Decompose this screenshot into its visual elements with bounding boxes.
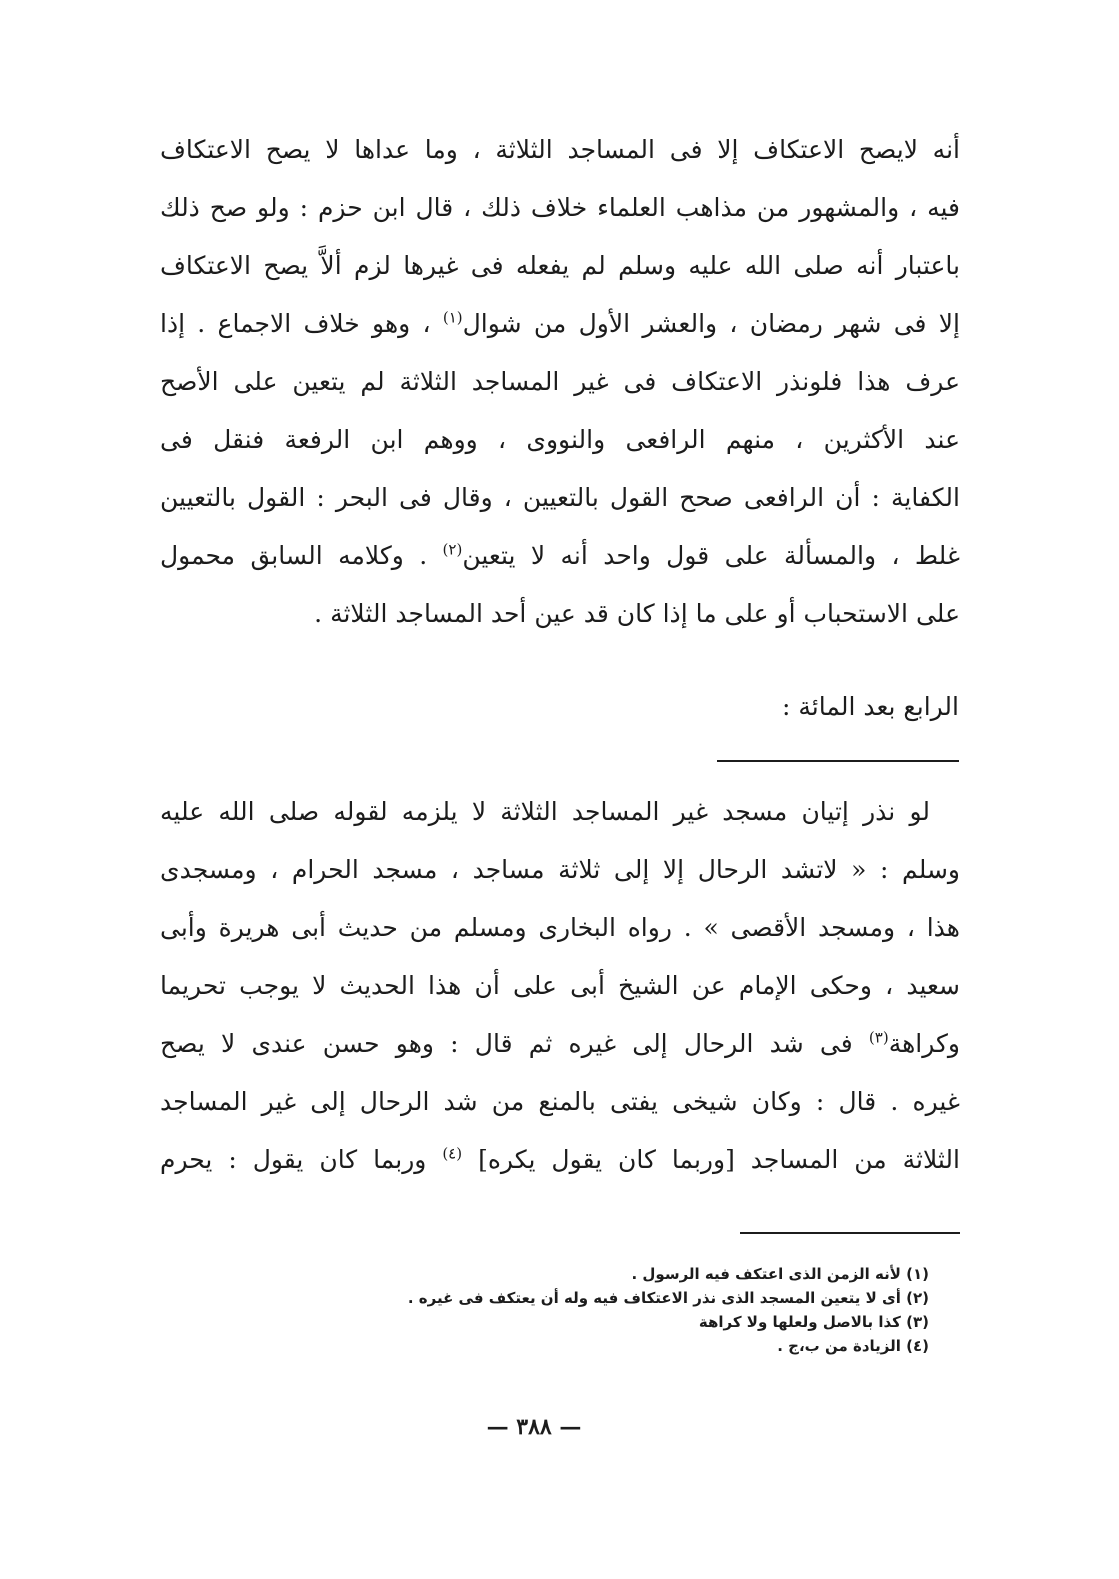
text-line <box>160 1143 960 1177</box>
footnotes <box>169 1262 929 1358</box>
text-line <box>160 1027 960 1061</box>
text-segment: وربما كان يقول : يحرم <box>160 1145 427 1174</box>
footnote-marker-2: (٢) <box>442 540 463 559</box>
text-segment: غلط ، والمسألة على قول واحد أنه لا يتعين <box>462 541 960 570</box>
footnote-1: (١) لأنه الزمن الذى اعتكف فيه الرسول . <box>631 1265 929 1283</box>
text-segment: وكراهة <box>888 1029 960 1058</box>
page-number: — ٣٨٨ — <box>486 1414 582 1440</box>
footnote-marker-3: (٣) <box>868 1028 889 1047</box>
paragraph-1 <box>160 133 960 673</box>
text-line: أنه لايصح الاعتكاف إلا فى المساجد الثلاثة ، وما عداها لا يصح الاعتكاف <box>160 135 960 164</box>
text-line: عرف هذا فلونذر الاعتكاف فى غير المساجد الثلاثة لم يتعين على الأصح <box>160 367 960 396</box>
heading-text: الرابع بعد المائة : <box>782 692 959 721</box>
text-line: غيره . قال : وكان شيخى يفتى بالمنع من شد الرحال إلى غير المساجد <box>160 1087 960 1116</box>
text-line: فيه ، والمشهور من مذاهب العلماء خلاف ذلك ، قال ابن حزم : ولو صح ذلك <box>160 193 960 222</box>
text-segment: الثلاثة من المساجد [وربما كان يقول يكره] <box>478 1145 961 1174</box>
footnote-separator <box>740 1232 960 1234</box>
text-segment: إلا فى شهر رمضان ، والعشر الأول من شوال <box>462 309 960 338</box>
heading-underline <box>717 760 959 762</box>
text-line: وسلم : « لاتشد الرحال إلا إلى ثلاثة مساجد ، مسجد الحرام ، ومسجدى <box>160 855 960 884</box>
text-line: لو نذر إتيان مسجد غير المساجد الثلاثة لا يلزمه لقوله صلى الله عليه <box>160 797 930 826</box>
footnote-3: (٣) كذا بالاصل ولعلها ولا كراهة <box>698 1313 929 1331</box>
footnote-4: (٤) الزيادة من ب،ج . <box>777 1337 929 1355</box>
footnote-2: (٢) أى لا يتعين المسجد الذى نذر الاعتكاف فيه وله أن يعتكف فى غيره . <box>407 1289 929 1307</box>
text-line <box>160 307 960 341</box>
text-segment: فى شد الرحال إلى غيره ثم قال : وهو حسن عندى لا يصح <box>160 1029 853 1058</box>
text-line <box>160 539 960 573</box>
text-line: سعيد ، وحكى الإمام عن الشيخ أبى على أن هذا الحديث لا يوجب تحريما <box>160 971 960 1000</box>
text-line: على الاستحباب أو على ما إذا كان قد عين أحد المساجد الثلاثة . <box>314 599 960 628</box>
text-line: باعتبار أنه صلى الله عليه وسلم لم يفعله فى غيرها لزم ألاَّ يصح الاعتكاف <box>160 251 960 280</box>
text-line: هذا ، ومسجد الأقصى » . رواه البخارى ومسلم من حديث أبى هريرة وأبى <box>160 913 960 942</box>
text-line: الكفاية : أن الرافعى صحح القول بالتعيين ، وقال فى البحر : القول بالتعيين <box>160 483 960 512</box>
footnote-marker-1: (١) <box>442 308 463 327</box>
section-heading <box>699 690 959 760</box>
footnote-marker-4: (٤) <box>442 1144 463 1163</box>
text-segment: . وكلامه السابق محمول <box>160 541 428 570</box>
text-segment: ، وهو خلاف الاجماع . إذا <box>160 309 431 338</box>
paragraph-2 <box>160 795 960 1215</box>
text-line: عند الأكثرين ، منهم الرافعى والنووى ، ووهم ابن الرفعة فنقل فى <box>160 425 960 454</box>
